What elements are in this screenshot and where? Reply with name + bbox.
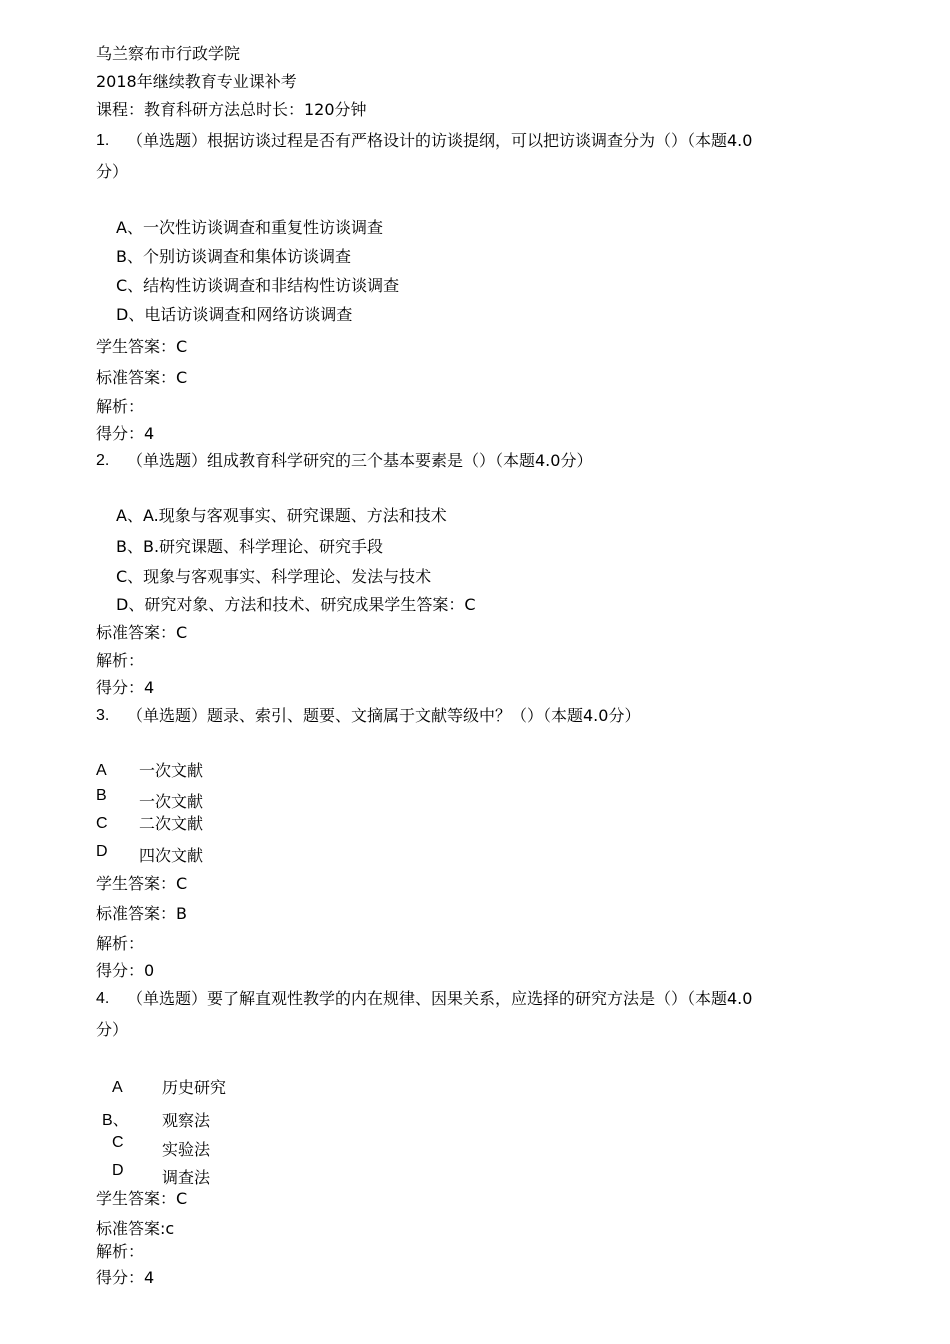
standard-answer: 标准答案：C: [96, 623, 188, 642]
exam-title: 2018年继续教育专业课补考: [96, 72, 297, 91]
score: 得分：0: [96, 961, 155, 980]
analysis: 解析：: [96, 934, 145, 953]
option-c-letter: C: [96, 815, 108, 832]
option-a-letter: A: [112, 1079, 123, 1096]
analysis: 解析：: [96, 397, 145, 416]
question-stem: （单选题）题录、索引、题要、文摘属于文献等级中？（）（本题4.0分）: [127, 706, 641, 725]
option-a-text: 一次文献: [139, 761, 204, 780]
option-d: D、研究对象、方法和技术、研究成果学生答案：C: [116, 595, 476, 614]
student-answer: 学生答案：C: [96, 1189, 188, 1208]
option-a: A、A.现象与客观事实、研究课题、方法和技术: [116, 506, 447, 525]
option-a-letter: A: [96, 762, 107, 779]
option-c: C、结构性访谈调查和非结构性访谈调查: [116, 276, 400, 295]
question-stem: （单选题）根据访谈过程是否有严格设计的访谈提纲，可以把访谈调查分为（）（本题4.0: [127, 131, 753, 150]
question-stem: （单选题）要了解直观性教学的内在规律、因果关系，应选择的研究方法是（）（本题4.0: [127, 989, 753, 1008]
standard-answer: 标准答案:c: [96, 1219, 175, 1238]
course-info: 课程：教育科研方法总时长：120分钟: [96, 100, 367, 119]
question-number: 1.: [96, 132, 110, 149]
option-a: A、一次性访谈调查和重复性访谈调查: [116, 218, 383, 237]
option-b-letter: B: [96, 787, 107, 804]
option-b: B、个别访谈调查和集体访谈调查: [116, 247, 351, 266]
question-number: 2.: [96, 452, 110, 469]
score: 得分：4: [96, 678, 155, 697]
question-number: 4.: [96, 990, 110, 1007]
option-d-letter: D: [112, 1162, 124, 1179]
option-b-letter: B、: [102, 1112, 129, 1129]
score: 得分：4: [96, 1268, 155, 1287]
standard-answer: 标准答案：C: [96, 368, 188, 387]
option-c-letter: C: [112, 1134, 124, 1151]
question-number: 3.: [96, 707, 110, 724]
question-stem-cont: 分）: [96, 162, 129, 181]
option-d-text: 调查法: [162, 1168, 211, 1187]
option-c-text: 二次文献: [139, 814, 204, 833]
question-stem-cont: 分）: [96, 1020, 129, 1039]
option-d-text: 四次文献: [139, 846, 204, 865]
option-c-text: 实验法: [162, 1140, 211, 1159]
option-a-text: 历史研究: [162, 1078, 227, 1097]
student-answer: 学生答案：C: [96, 874, 188, 893]
school-name: 乌兰察布市行政学院: [96, 44, 241, 63]
student-answer: 学生答案：C: [96, 337, 188, 356]
analysis: 解析：: [96, 1242, 145, 1261]
question-stem: （单选题）组成教育科学研究的三个基本要素是（）（本题4.0分）: [127, 451, 593, 470]
analysis: 解析：: [96, 651, 145, 670]
option-c: C、现象与客观事实、科学理论、发法与技术: [116, 567, 432, 586]
option-b-text: 一次文献: [139, 792, 204, 811]
option-b: B、B.研究课题、科学理论、研究手段: [116, 537, 384, 556]
option-b-text: 观察法: [162, 1111, 211, 1130]
score: 得分：4: [96, 424, 155, 443]
standard-answer: 标准答案：B: [96, 904, 187, 923]
option-d: D、电话访谈调查和网络访谈调查: [116, 305, 353, 324]
option-d-letter: D: [96, 843, 108, 860]
